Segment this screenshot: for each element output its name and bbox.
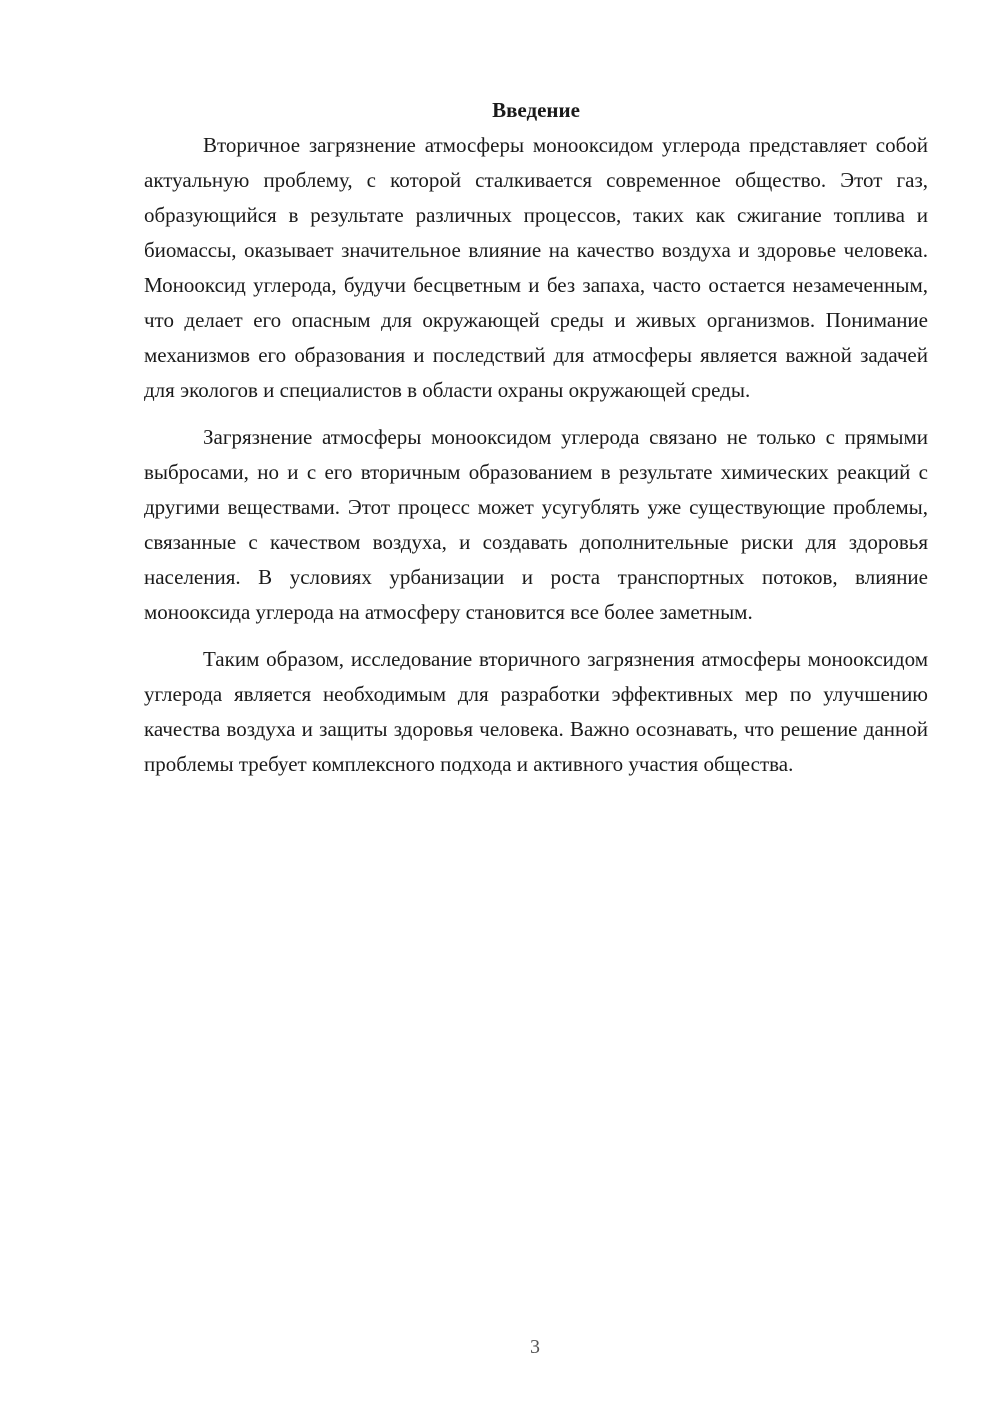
paragraph-3: Таким образом, исследование вторичного загрязнения атмосферы монооксидом углерода является необходимым для разработки эффективных мер по улучшению качества воздуха и защиты здоровья человека. Важно осознавать, что решение данной проблемы требует комплексного подхода и активного участия общества. bbox=[144, 647, 928, 776]
page-content bbox=[144, 93, 928, 782]
section-heading: Введение bbox=[492, 98, 580, 122]
paragraph-2: Загрязнение атмосферы монооксидом углерода связано не только с прямыми выбросами, но и с его вторичным образованием в результате химических реакций с другими веществами. Этот процесс может усугублять уже существующие проблемы, связанные с качеством воздуха, и создавать дополнительные риски для здоровья населения. В условиях урбанизации и роста транспортных потоков, влияние монооксида углерода на атмосферу становится все более заметным. bbox=[144, 425, 928, 624]
paragraph-1: Вторичное загрязнение атмосферы монооксидом углерода представляет собой актуальную проблему, с которой сталкивается современное общество. Этот газ, образующийся в результате различных процессов, таких как сжигание топлива и биомассы, оказывает значительное влияние на качество воздуха и здоровье человека. Монооксид углерода, будучи бесцветным и без запаха, часто остается незамеченным, что делает его опасным для окружающей среды и живых организмов. Понимание механизмов его образования и последствий для атмосферы является важной задачей для экологов и специалистов в области охраны окружающей среды. bbox=[144, 133, 928, 402]
page-number: 3 bbox=[530, 1336, 540, 1358]
